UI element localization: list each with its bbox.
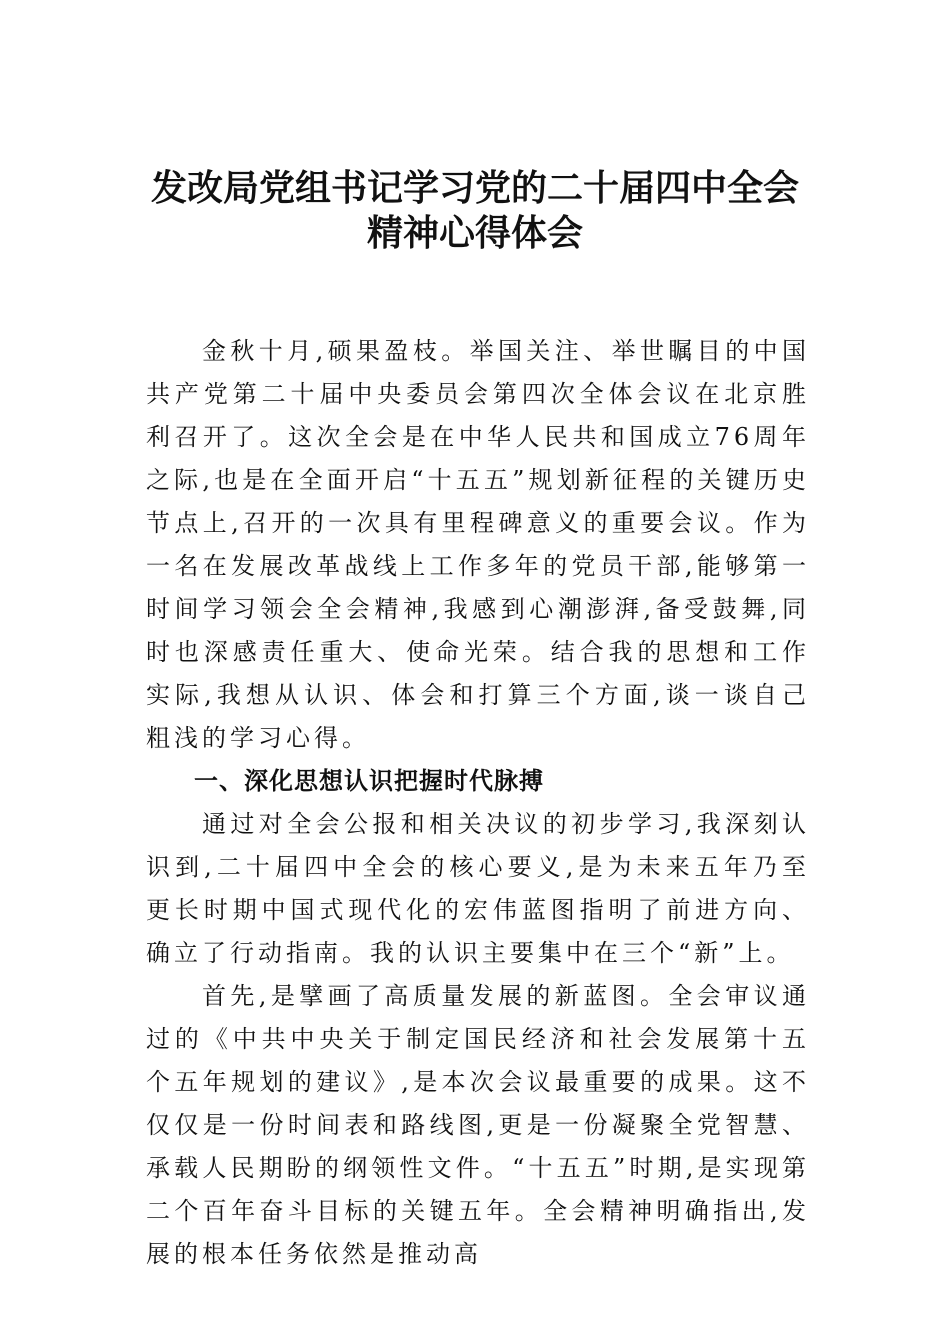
document-title-line-2: 精神心得体会 bbox=[366, 212, 583, 254]
document-body bbox=[146, 330, 810, 1276]
section-heading-1: 一、深化思想认识把握时代脉搏 bbox=[194, 767, 544, 795]
section1-paragraph-2: 首先,是擘画了高质量发展的新蓝图。全会审议通过的《中共中央关于制定国民经济和社会发展第十五个五年规划的建议》,是本次会议最重要的成果。这不仅仅是一份时间表和路线图,更是一份凝聚全党智慧、承载人民期盼的纲领性文件。“十五五”时期,是实现第二个百年奋斗目标的关键五年。全会精神明确指出,发展的根本任务依然是推动高 bbox=[146, 982, 810, 1268]
section1-paragraph-1: 通过对全会公报和相关决议的初步学习,我深刻认识到,二十届四中全会的核心要义,是为未来五年乃至更长时期中国式现代化的宏伟蓝图指明了前进方向、确立了行动指南。我的认识主要集中在三个“新”上。 bbox=[146, 810, 810, 967]
document-title-line-1: 发改局党组书记学习党的二十届四中全会 bbox=[150, 167, 799, 209]
intro-paragraph: 金秋十月,硕果盈枝。举国关注、举世瞩目的中国共产党第二十届中央委员会第四次全体会议在北京胜利召开了。这次全会是在中华人民共和国成立76周年之际,也是在全面开启“十五五”规划新征程的关键历史节点上,召开的一次具有里程碑意义的重要会议。作为一名在发展改革战线上工作多年的党员干部,能够第一时间学习领会全会精神,我感到心潮澎湃,备受鼓舞,同时也深感责任重大、使命光荣。结合我的思想和工作实际,我想从认识、体会和打算三个方面,谈一谈自己粗浅的学习心得。 bbox=[146, 337, 810, 752]
